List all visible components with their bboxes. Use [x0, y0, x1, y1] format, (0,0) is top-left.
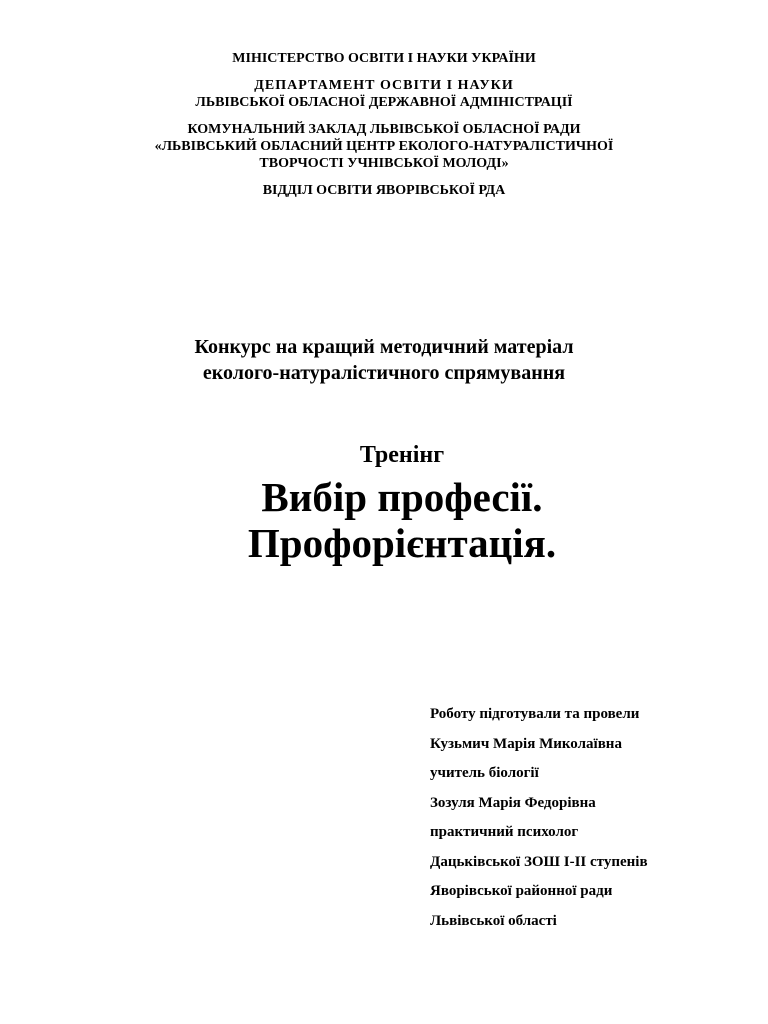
school-name: Дацьківської ЗОШ І-ІІ ступенів — [430, 853, 648, 870]
author-2-position: практичний психолог — [430, 824, 579, 840]
contest-title — [0, 334, 768, 386]
district-department: ВІДДІЛ ОСВІТИ ЯВОРІВСЬКОЇ РДА — [262, 183, 506, 198]
ministry-block — [0, 50, 768, 67]
author-1-position: учитель біології — [430, 765, 539, 781]
district-block — [0, 182, 768, 199]
institution-name-line2: «ЛЬВІВСЬКИЙ ОБЛАСНИЙ ЦЕНТР ЕКОЛОГО-НАТУРАЛІСТИЧНОЇ — [154, 139, 614, 154]
institution-name-line3: ТВОРЧОСТІ УЧНІВСЬКОЇ МОЛОДІ» — [259, 156, 509, 171]
institution-name-line1: КОМУНАЛЬНИЙ ЗАКЛАД ЛЬВІВСЬКОЇ ОБЛАСНОЇ РАДИ — [187, 122, 581, 137]
author-1-name: Кузьмич Марія Миколаївна — [430, 735, 622, 752]
training-heading — [0, 440, 768, 566]
institution-block — [0, 121, 768, 172]
department-block — [0, 77, 768, 111]
department-name-line2: ЛЬВІВСЬКОЇ ОБЛАСНОЇ ДЕРЖАВНОЇ АДМІНІСТРАЦІЇ — [195, 95, 573, 110]
training-type: Тренінг — [359, 442, 445, 468]
training-title-line2: Профорієнтація. — [247, 520, 557, 566]
district-council: Яворівської районної ради — [430, 883, 613, 899]
contest-title-line2: еколого-натуралістичного спрямування — [202, 362, 566, 384]
region-name: Львівської області — [430, 912, 557, 929]
contest-title-line1: Конкурс на кращий методичний матеріал — [194, 336, 574, 358]
author-2-name: Зозуля Марія Федорівна — [430, 794, 596, 811]
ministry-name: МІНІСТЕРСТВО ОСВІТИ І НАУКИ УКРАЇНИ — [232, 51, 536, 66]
training-title-line1: Вибір професії. — [261, 474, 543, 520]
department-name-line1: ДЕПАРТАМЕНТ ОСВІТИ І НАУКИ — [254, 78, 514, 93]
authors-intro: Роботу підготували та провели — [430, 706, 640, 722]
authors-block — [430, 700, 760, 936]
institution-header — [0, 50, 768, 199]
